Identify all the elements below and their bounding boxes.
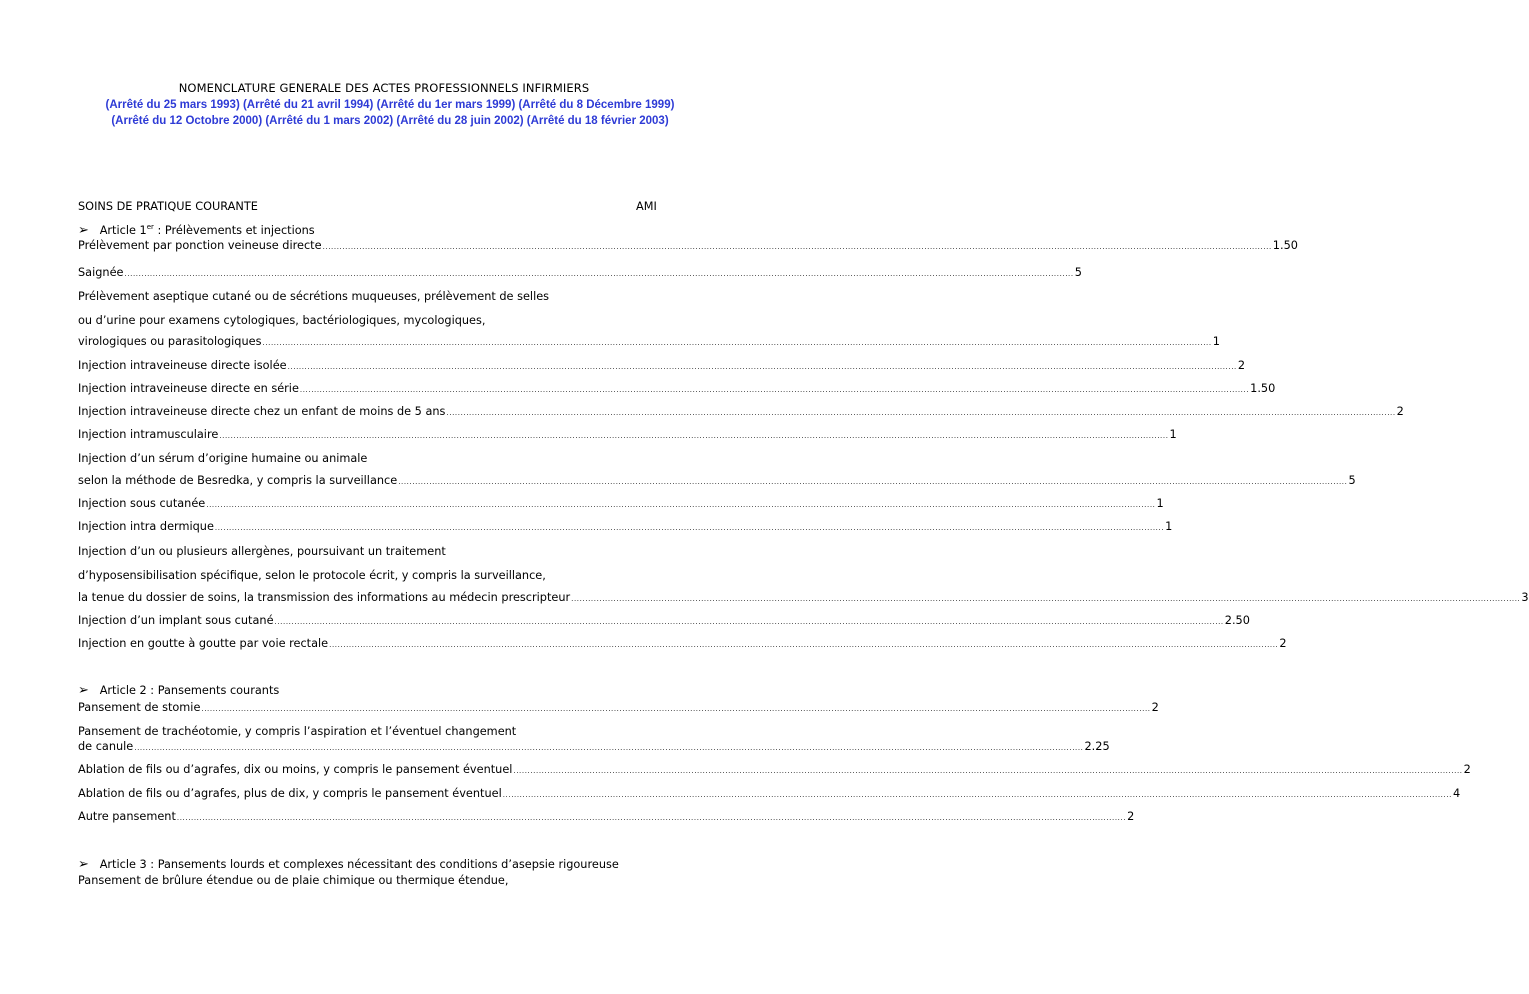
leader-dots: ................................................................................................................................................................................................................................................................................................................................................ — [219, 432, 1169, 440]
coefficient: 1.50 — [1250, 382, 1276, 395]
section-title: SOINS DE PRATIQUE COURANTE — [78, 200, 258, 213]
article-2-heading: ➢ Article 2 : Pansements courants — [78, 683, 280, 698]
list-item: selon la méthode de Besredka, y compris la surveillance ................................................................................................................................................................................................................................................................................................................................................ 5 — [78, 474, 1356, 487]
coefficient: 1.50 — [1272, 239, 1298, 252]
leader-dots: ................................................................................................................................................................................................................................................................................................................................................ — [322, 243, 1272, 251]
list-item: Injection intraveineuse directe isolée ................................................................................................................................................................................................................................................................................................................................................ 2 — [78, 359, 1246, 372]
coefficient: 1 — [1169, 428, 1177, 441]
coefficient: 2 — [1237, 359, 1246, 372]
list-item: Saignée ................................................................................................................................................................................................................................................................................................................................................ 5 — [78, 266, 1082, 279]
article-1-suffix: : Prélèvements et injections — [153, 224, 315, 237]
coefficient: 2 — [1396, 405, 1404, 418]
list-item: Injection intraveineuse directe en série ................................................................................................................................................................................................................................................................................................................................................ 1.50 — [78, 382, 1276, 395]
article-1-heading — [78, 223, 315, 238]
list-item-text: Injection d’un sérum d’origine humaine ou animale — [78, 452, 368, 465]
leader-dots: ................................................................................................................................................................................................................................................................................................................................................ — [262, 339, 1212, 347]
list-item: la tenue du dossier de soins, la transmission des informations au médecin prescripteur ................................................................................................................................................................................................................................................................................................................................................ 3 — [78, 591, 1529, 604]
section-unit: AMI — [636, 200, 657, 213]
list-item-text: Pansement de brûlure étendue ou de plaie chimique ou thermique étendue, — [78, 874, 509, 887]
leader-dots: ................................................................................................................................................................................................................................................................................................................................................ — [329, 641, 1279, 649]
leader-dots: ................................................................................................................................................................................................................................................................................................................................................ — [206, 501, 1156, 509]
coefficient: 5 — [1074, 266, 1082, 279]
coefficient: 2 — [1463, 763, 1471, 776]
leader-dots: ................................................................................................................................................................................................................................................................................................................................................ — [446, 409, 1396, 417]
coefficient: 1 — [1165, 520, 1173, 533]
arrow-bullet-icon: ➢ — [78, 223, 89, 238]
list-item-text: Injection d’un ou plusieurs allergènes, poursuivant un traitement — [78, 545, 446, 558]
arrow-bullet-icon: ➢ — [78, 857, 89, 872]
leader-dots: ................................................................................................................................................................................................................................................................................................................................................ — [513, 767, 1463, 775]
document-title: NOMENCLATURE GENERALE DES ACTES PROFESSIONNELS INFIRMIERS — [178, 81, 590, 95]
leader-dots: ................................................................................................................................................................................................................................................................................................................................................ — [398, 478, 1348, 486]
coefficient: 2 — [1127, 810, 1135, 823]
leader-dots: ................................................................................................................................................................................................................................................................................................................................................ — [176, 814, 1127, 822]
list-item: virologiques ou parasitologiques ................................................................................................................................................................................................................................................................................................................................................ 1 — [78, 335, 1220, 348]
leader-dots: ................................................................................................................................................................................................................................................................................................................................................ — [214, 524, 1165, 532]
leader-dots: ................................................................................................................................................................................................................................................................................................................................................ — [274, 618, 1224, 626]
coefficient: 2 — [1279, 637, 1287, 650]
coefficient: 2.25 — [1084, 740, 1110, 753]
list-item: Injection sous cutanée ................................................................................................................................................................................................................................................................................................................................................ 1 — [78, 497, 1164, 510]
arrow-bullet-icon: ➢ — [78, 683, 89, 698]
leader-dots: ................................................................................................................................................................................................................................................................................................................................................ — [134, 744, 1084, 752]
list-item: Injection intra dermique ................................................................................................................................................................................................................................................................................................................................................ 1 — [78, 520, 1173, 533]
document-subtitle-decrees: (Arrêté du 25 mars 1993) (Arrêté du 21 avril 1994) (Arrêté du 1er mars 1999) (Arrêté du 8 Décembre 1999) (Arrêté du 12 Octobre 2000) (Arrêté du 1 mars 2002) (Arrêté du 28 juin 2002) (Arrêté du 18 février 2003) — [105, 99, 675, 127]
list-item: Prélèvement par ponction veineuse directe ................................................................................................................................................................................................................................................................................................................................................ 1.50 — [78, 239, 1298, 252]
leader-dots: ................................................................................................................................................................................................................................................................................................................................................ — [571, 595, 1521, 603]
leader-dots: ................................................................................................................................................................................................................................................................................................................................................ — [287, 363, 1237, 371]
coefficient: 5 — [1348, 474, 1356, 487]
list-item-text: d’hyposensibilisation spécifique, selon le protocole écrit, y compris la surveillance, — [78, 569, 546, 582]
leader-dots: ................................................................................................................................................................................................................................................................................................................................................ — [299, 386, 1250, 394]
list-item-text: Prélèvement aseptique cutané ou de sécrétions muqueuses, prélèvement de selles — [78, 290, 550, 303]
list-item: Ablation de fils ou d’agrafes, dix ou moins, y compris le pansement éventuel ................................................................................................................................................................................................................................................................................................................................................ 2 — [78, 763, 1471, 776]
coefficient: 3 — [1521, 591, 1529, 604]
article-3-heading: ➢ Article 3 : Pansements lourds et complexes nécessitant des conditions d’asepsie rigoureuse — [78, 857, 619, 872]
list-item: Injection d’un implant sous cutané ................................................................................................................................................................................................................................................................................................................................................ 2.50 — [78, 614, 1250, 627]
list-item-text: ou d’urine pour examens cytologiques, bactériologiques, mycologiques, — [78, 314, 486, 327]
coefficient: 1 — [1156, 497, 1164, 510]
coefficient: 1 — [1212, 335, 1220, 348]
leader-dots: ................................................................................................................................................................................................................................................................................................................................................ — [201, 705, 1151, 713]
list-item: Injection intraveineuse directe chez un enfant de moins de 5 ans ................................................................................................................................................................................................................................................................................................................................................ 2 — [78, 405, 1404, 418]
list-item: Pansement de stomie ................................................................................................................................................................................................................................................................................................................................................ 2 — [78, 701, 1159, 714]
article-1-prefix: Article 1 — [99, 224, 147, 237]
coefficient: 2 — [1151, 701, 1159, 714]
leader-dots: ................................................................................................................................................................................................................................................................................................................................................ — [502, 791, 1452, 799]
coefficient: 2.50 — [1224, 614, 1250, 627]
list-item: de canule ................................................................................................................................................................................................................................................................................................................................................ 2.25 — [78, 740, 1110, 753]
list-item: Ablation de fils ou d’agrafes, plus de dix, y compris le pansement éventuel ................................................................................................................................................................................................................................................................................................................................................ 4 — [78, 787, 1461, 800]
article-1-sup: er — [146, 223, 154, 232]
list-item: Injection en goutte à goutte par voie rectale ................................................................................................................................................................................................................................................................................................................................................ 2 — [78, 637, 1287, 650]
list-item: Autre pansement ................................................................................................................................................................................................................................................................................................................................................ 2 — [78, 810, 1135, 823]
list-item-text: Pansement de trachéotomie, y compris l’aspiration et l’éventuel changement — [78, 725, 517, 738]
list-item: Injection intramusculaire ................................................................................................................................................................................................................................................................................................................................................ 1 — [78, 428, 1177, 441]
leader-dots: ................................................................................................................................................................................................................................................................................................................................................ — [124, 270, 1074, 278]
coefficient: 4 — [1452, 787, 1461, 800]
